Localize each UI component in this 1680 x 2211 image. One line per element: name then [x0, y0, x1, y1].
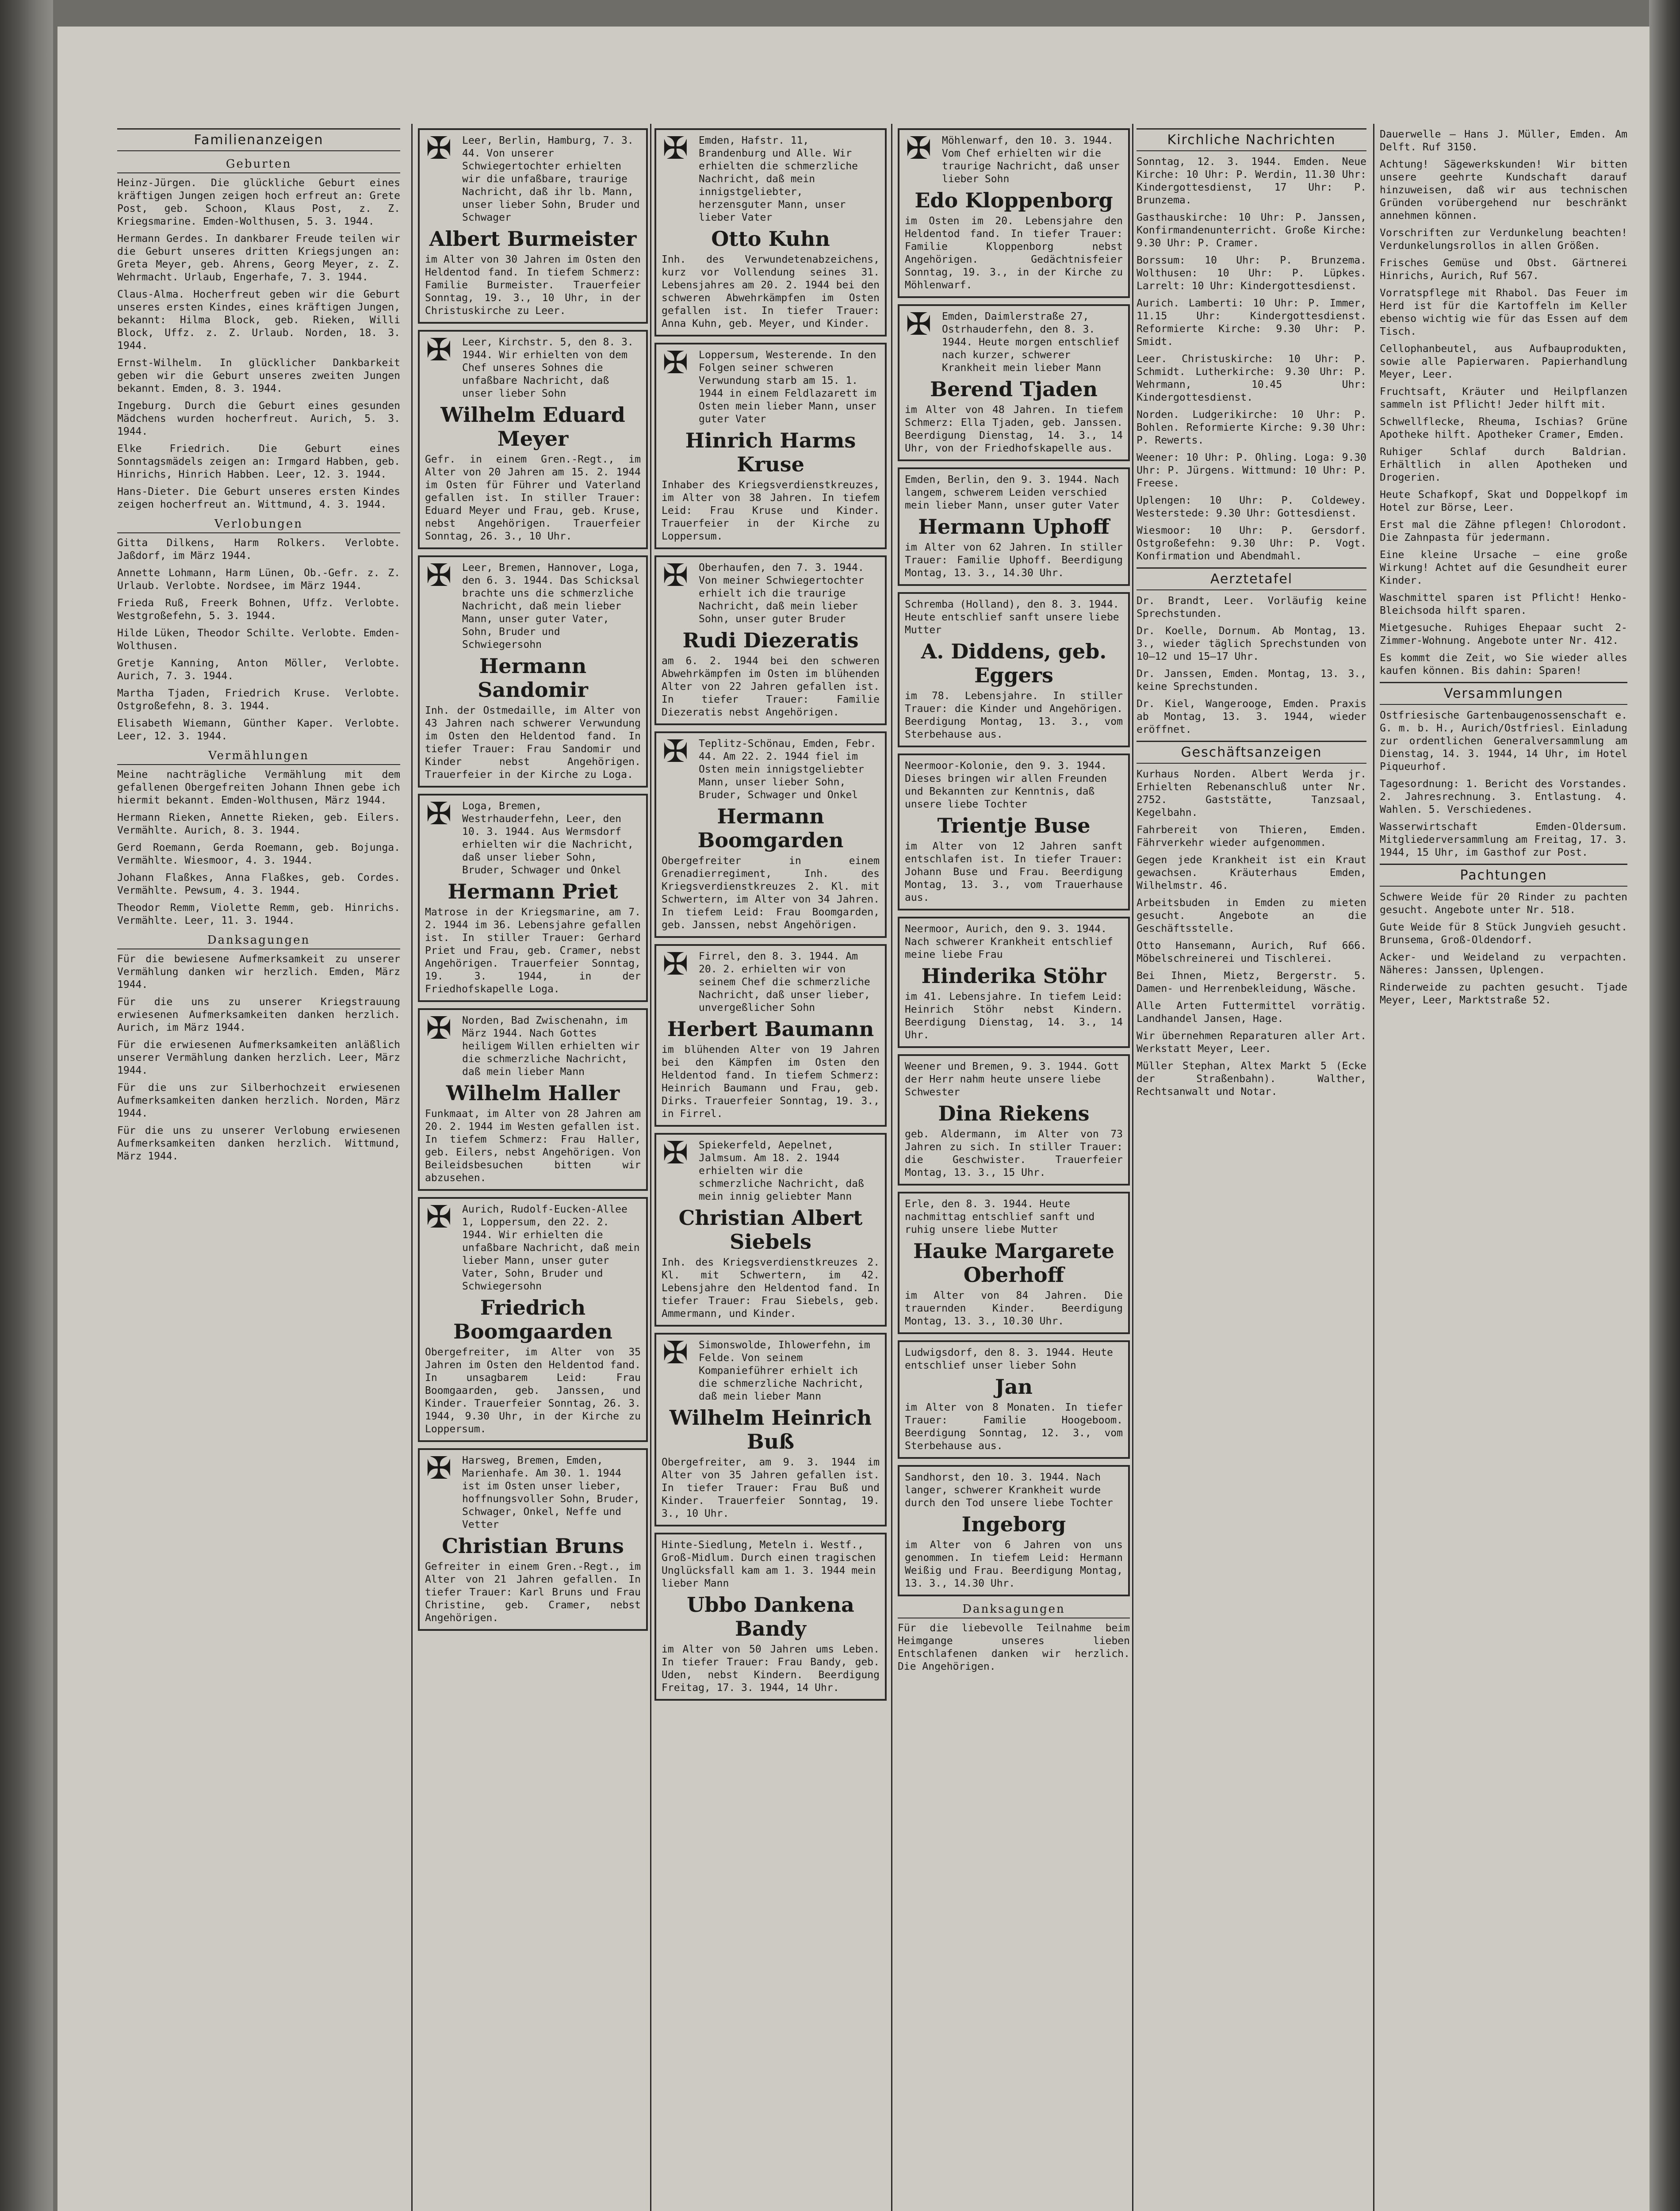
notice-name: Ingeborg — [961, 1512, 1066, 1536]
meeting-notice: Ostfriesische Gartenbaugenossenschaft e. G. m. b. H., Aurich/Ostfriesl. Einladung zur ordentlichen Generalversammlung am Dienstag, 14. 3. 1944, 14 Uhr, im Hotel Piqueurhof. — [1380, 710, 1627, 773]
section-title-aerztetafel: Aerztetafel — [1137, 567, 1366, 590]
birth-notice: Elke Friedrich. Die Geburt eines Sonntagsmädels zeigen an: Irmgard Habben, geb. Hinrichs, Hinrich Habben. Leer, 12. 3. 1944. — [117, 443, 400, 480]
engagement-notice: Hilde Lüken, Theodor Schilte. Verlobte. Emden-Wolthusen. — [117, 627, 400, 652]
thanks-notice: Für die liebevolle Teilnahme beim Heimgange unseres lieben Entschlafenen danken wir herzlich. Die Angehörigen. — [898, 1622, 1130, 1672]
doctor-entry: Dr. Brandt, Leer. Vorläufig keine Sprechstunden. — [1137, 595, 1366, 620]
church-service-entry: Uplengen: 10 Uhr: P. Coldewey. Westerstede: 9.30 Uhr: Gottesdienst. — [1137, 495, 1366, 519]
wedding-notice: Johann Flaßkes, Anna Flaßkes, geb. Cordes. Vermählte. Pewsum, 4. 3. 1944. — [117, 872, 400, 896]
column-death-notices-1 — [418, 128, 648, 2211]
section-title-geburten: Geburten — [117, 157, 400, 173]
classified-ad: Achtung! Sägewerkskunden! Wir bitten unsere geehrte Kundschaft darauf hinzuweisen, daß wir aus technischen Gründen vorübergehend nur beschränkt annehmen können. — [1380, 159, 1627, 222]
wedding-notice: Meine nachträgliche Vermählung mit dem gefallenen Obergefreiten Johann Ihnen gebe ich hiermit bekannt. Emden-Wolthusen, März 1944. — [117, 769, 400, 806]
doctor-entry: Dr. Koelle, Dornum. Ab Montag, 13. 3., wieder täglich Sprechstunden von 10–12 und 15–17 Uhr. — [1137, 625, 1366, 662]
thanks-notice: Für die uns zur Silberhochzeit erwiesenen Aufmerksamkeiten danken herzlich. Norden, März 1944. — [117, 1082, 400, 1119]
birth-notice: Ingeburg. Durch die Geburt eines gesunden Mädchens wurden hocherfreut. Aurich, 5. 3. 1944. — [117, 400, 400, 437]
classified-ad: Erst mal die Zähne pflegen! Chlorodont. Die Zahnpasta für jedermann. — [1380, 519, 1627, 543]
business-ad: Alle Arten Futtermittel vorrätig. Landhandel Jansen, Hage. — [1137, 1000, 1366, 1025]
doctor-entry: Dr. Kiel, Wangerooge, Emden. Praxis ab Montag, 13. 3. 1944, wieder eröffnet. — [1137, 698, 1366, 735]
notice-intro: Sandhorst, den 10. 3. 1944. Nach langer, schwerer Krankheit wurde durch den Tod unsere liebe Tochter — [905, 1472, 1113, 1509]
notice-body: Inh. der Ostmedaille, im Alter von 43 Jahren nach schwerer Verwundung im Osten den Heldentod fand. In tiefer Trauer: Frau Sandomir und Kinder nebst Angehörigen. Trauerfeier in der Kirche zu Loga. — [425, 705, 641, 780]
death-notice — [654, 1533, 887, 1701]
notice-body: Obergefreiter in einem Grenadierregiment, Inh. des Kriegsverdienstkreuzes 2. Kl. mit Schwertern, im Alter von 34 Jahren. In tiefem Leid: Frau Boomgarden, geb. Janssen, nebst Angehörigen. — [662, 855, 880, 931]
classified-ad: Fruchtsaft, Kräuter und Heilpflanzen sammeln ist Pflicht! Jeder hilft mit. — [1380, 386, 1627, 410]
notice-intro: ✠ Leer, Bremen, Hannover, Loga, den 6. 3. 1944. Das Schicksal brachte uns die schmerzliche Nachricht, daß mein lieber Mann, unser guter Vater, Sohn, Bruder und Schwiegersohn — [462, 562, 640, 650]
column-death-notices-2 — [654, 128, 887, 2211]
section-title-kirchliche-nachrichten: Kirchliche Nachrichten — [1137, 128, 1366, 151]
column-rule — [650, 124, 651, 2211]
section-title-geschaeftsanzeigen: Geschäftsanzeigen — [1137, 741, 1366, 764]
scan-shadow-right — [1649, 0, 1680, 2211]
notice-intro: Schremba (Holland), den 8. 3. 1944. Heute entschlief sanft unsere liebe Mutter — [905, 599, 1119, 636]
notice-intro: ✠ Emden, Daimlerstraße 27, Ostrhauderfehn, den 8. 3. 1944. Heute morgen entschlief nach kurzer, schwerer Krankheit mein lieber Mann — [942, 311, 1120, 374]
notice-body: Funkmaat, im Alter von 28 Jahren am 20. 2. 1944 im Westen gefallen ist. In tiefem Schmerz: Frau Haller, geb. Eilers, nebst Angehörigen. Von Beileidsbesuchen bitten wir abzusehen. — [425, 1108, 641, 1184]
notice-body: im Alter von 30 Jahren im Osten den Heldentod fand. In tiefem Schmerz: Familie Burmeister. Trauerfeier Sonntag, 19. 3., 10 Uhr, in der Christuskirche zu Leer. — [425, 254, 641, 317]
birth-notice: Heinz-Jürgen. Die glückliche Geburt eines kräftigen Jungen zeigen hoch erfreut an: Grete Post, geb. Schoon, Klaus Post, z. Z. Kriegsmarine. Emden-Wolthusen, 5. 3. 1944. — [117, 177, 400, 227]
notice-intro: ✠ Loppersum, Westerende. In den Folgen seiner schweren Verwundung starb am 15. 1. 1944 in einem Feldlazarett im Osten mein lieber Mann, unser guter Vater — [699, 349, 876, 425]
notice-body: im 78. Lebensjahre. In stiller Trauer: die Kinder und Angehörigen. Beerdigung Montag, 13. 3., vom Sterbehause aus. — [905, 690, 1123, 740]
section-title-pachtungen: Pachtungen — [1380, 864, 1627, 887]
column-classifieds — [1380, 128, 1627, 2211]
notice-intro: ✠ Norden, Bad Zwischenahn, im März 1944. Nach Gottes heiligem Willen erhielten wir die schmerzliche Nachricht, daß mein lieber Mann — [462, 1015, 640, 1078]
notice-name: Trientje Buse — [937, 814, 1091, 838]
notice-intro: Ludwigsdorf, den 8. 3. 1944. Heute entschlief unser lieber Sohn — [905, 1347, 1113, 1371]
birth-notice: Ernst-Wilhelm. In glücklicher Dankbarkeit geben wir die Geburt unseres zweiten Jungen bekannt. Emden, 8. 3. 1944. — [117, 357, 400, 394]
lease-ad: Rinderweide zu pachten gesucht. Tjade Meyer, Leer, Marktstraße 52. — [1380, 982, 1627, 1006]
church-service-entry: Borssum: 10 Uhr: P. Brunzema. Wolthusen: 10 Uhr: P. Lüpkes. Larrelt: 10 Uhr: Kindergottesdienst. — [1137, 255, 1366, 292]
wedding-notice: Theodor Remm, Violette Remm, geb. Hinrichs. Vermählte. Leer, 11. 3. 1944. — [117, 902, 400, 926]
notice-body: Inh. des Kriegsverdienstkreuzes 2. Kl. mit Schwertern, im 42. Lebensjahre den Heldentod fand. In tiefer Trauer: Frau Siebels, geb. Ammermann, und Kinder. — [662, 1257, 880, 1320]
lease-ad: Acker- und Weideland zu verpachten. Näheres: Janssen, Uplengen. — [1380, 952, 1627, 976]
notice-body: im blühenden Alter von 19 Jahren bei den Kämpfen im Osten den Heldentod fand. In tiefem Schmerz: Heinrich Baumann und Frau, geb. Dirks. Trauerfeier Sonntag, 19. 3., in Firrel. — [662, 1044, 880, 1120]
engagement-notice: Gretje Kanning, Anton Möller, Verlobte. Aurich, 7. 3. 1944. — [117, 658, 400, 682]
classified-ad: Ruhiger Schlaf durch Baldrian. Erhältlich in allen Apotheken und Drogerien. — [1380, 446, 1627, 483]
notice-intro: ✠ Loga, Bremen, Westrhauderfehn, Leer, den 10. 3. 1944. Aus Wermsdorf erhielten wir die Nachricht, daß unser lieber Sohn, Bruder, Schwager und Onkel — [462, 800, 634, 876]
section-header-familienanzeigen: Familienanzeigen — [117, 128, 400, 151]
lease-ad: Schwere Weide für 20 Rinder zu pachten gesucht. Angebote unter Nr. 518. — [1380, 891, 1627, 916]
section-title-danksagungen: Danksagungen — [117, 933, 400, 949]
notice-body: Obergefreiter, am 9. 3. 1944 im Alter von 35 Jahren gefallen ist. In tiefer Trauer: Frau Buß und Kinder. Trauerfeier Sonntag, 19. 3., 10 Uhr. — [662, 1457, 880, 1519]
notice-intro: ✠ Teplitz-Schönau, Emden, Febr. 44. Am 22. 2. 1944 fiel im Osten mein innigstgeliebter Mann, unser lieber Sohn, Bruder, Schwager und Onkel — [699, 738, 876, 801]
section-title-verlobungen: Verlobungen — [117, 517, 400, 533]
death-notice — [654, 343, 887, 549]
classified-ad: Frisches Gemüse und Obst. Gärtnerei Hinrichs, Aurich, Ruf 567. — [1380, 257, 1627, 282]
death-notice — [418, 330, 648, 549]
classified-ad: Cellophanbeutel, aus Aufbauprodukten, sowie alle Papierwaren. Papierhandlung Meyer, Leer. — [1380, 343, 1627, 380]
notice-body: Gefr. in einem Gren.-Regt., im Alter von 20 Jahren am 15. 2. 1944 im Osten für Führer und Vaterland gefallen ist. In stiller Trauer: Eduard Meyer und Frau, geb. Kruse, nebst Angehörigen. Trauerfeier Sonntag, 26. 3., 10 Uhr. — [425, 454, 641, 542]
notice-intro: ✠ Firrel, den 8. 3. 1944. Am 20. 2. erhielten wir von seinem Chef die schmerzliche Nachricht, daß unser lieber, unvergeßlicher Sohn — [699, 951, 870, 1014]
notice-intro: Erle, den 8. 3. 1944. Heute nachmittag entschlief sanft und ruhig unsere liebe Mutter — [905, 1198, 1095, 1236]
notice-intro: ✠ Spiekerfeld, Aepelnet, Jalmsum. Am 18. 2. 1944 erhielten wir die schmerzliche Nachricht, daß mein innig geliebter Mann — [699, 1140, 864, 1202]
birth-notice: Hans-Dieter. Die Geburt unseres ersten Kindes zeigen hocherfreut an. Wittmund, 4. 3. 1944. — [117, 486, 400, 510]
thanks-notice: Für die uns zu unserer Kriegstrauung erwiesenen Aufmerksamkeiten danken herzlich. Aurich, im März 1944. — [117, 996, 400, 1033]
notice-intro: ✠ Möhlenwarf, den 10. 3. 1944. Vom Chef erhielten wir die traurige Nachricht, daß unser lieber Sohn — [942, 135, 1120, 185]
thanks-notice: Für die bewiesene Aufmerksamkeit zu unserer Vermählung danken wir herzlich. Emden, März 1944. — [117, 953, 400, 991]
lease-ad: Gute Weide für 8 Stück Jungvieh gesucht. Brunsema, Groß-Oldendorf. — [1380, 922, 1627, 946]
notice-body: geb. Aldermann, im Alter von 73 Jahren zu sich. In stiller Trauer: die Geschwister. Trauerfeier Montag, 13. 3., 15 Uhr. — [905, 1128, 1123, 1178]
death-notice — [654, 555, 887, 725]
classified-ad: Schwellflecke, Rheuma, Ischias? Grüne Apotheke hilft. Apotheker Cramer, Emden. — [1380, 416, 1627, 440]
classified-ad: Waschmittel sparen ist Pflicht! Henko-Bleichsoda hilft sparen. — [1380, 592, 1627, 616]
death-notice — [418, 1448, 648, 1631]
newspaper-page — [57, 27, 1649, 2211]
column-rule — [1373, 124, 1374, 2211]
business-ad: Kurhaus Norden. Albert Werda jr. Erhielten Rebenanschluß unter Nr. 2752. Gaststätte, Tanzsaal, Kegelbahn. — [1137, 769, 1366, 819]
church-service-entry: Gasthauskirche: 10 Uhr: P. Janssen, Konfirmandenunterricht. Große Kirche: 9.30 Uhr: P. Cramer. — [1137, 212, 1366, 249]
notice-name: A. Diddens, geb. Eggers — [921, 639, 1107, 687]
notice-name: Berend Tjaden — [930, 377, 1098, 401]
column-rule — [891, 124, 892, 2211]
notice-name: Dina Riekens — [938, 1102, 1090, 1125]
wedding-notice: Gerd Roemann, Gerda Roemann, geb. Bojunga. Vermählte. Wiesmoor, 4. 3. 1944. — [117, 842, 400, 866]
business-ad: Bei Ihnen, Mietz, Bergerstr. 5. Damen- und Herrenbekleidung, Wäsche. — [1137, 970, 1366, 995]
notice-name: Hinderika Stöhr — [921, 964, 1106, 988]
notice-body: Inhaber des Kriegsverdienstkreuzes, im Alter von 38 Jahren. In tiefem Leid: Frau Kruse und Kinder. Trauerfeier in der Kirche zu Loppersum. — [662, 479, 880, 542]
notice-body: im Alter von 12 Jahren sanft entschlafen ist. In tiefer Trauer: Johann Buse und Frau. Beerdigung Montag, 13. 3., vom Trauerhause aus. — [905, 841, 1123, 903]
column-family-notices — [117, 128, 400, 2211]
notice-name: Wilhelm Eduard Meyer — [440, 403, 625, 451]
notice-body: im Alter von 8 Monaten. In tiefer Trauer: Familie Hoogeboom. Beerdigung Sonntag, 12. 3., vom Sterbehause aus. — [905, 1402, 1123, 1452]
death-notice — [898, 304, 1130, 461]
column-rule — [411, 124, 413, 2211]
engagement-notice: Gitta Dilkens, Harm Rolkers. Verlobte. Jaßdorf, im März 1944. — [117, 537, 400, 562]
notice-intro: ✠ Leer, Kirchstr. 5, den 8. 3. 1944. Wir erhielten von dem Chef unseres Sohnes die unfaßbare Nachricht, daß unser lieber Sohn — [462, 337, 634, 399]
notice-name: Hermann Uphoff — [918, 515, 1110, 539]
notice-name: Christian Bruns — [442, 1534, 624, 1558]
church-service-entry: Weener: 10 Uhr: P. Ohling. Loga: 9.30 Uhr: P. Jürgens. Wittmund: 10 Uhr: P. Freese. — [1137, 452, 1366, 489]
business-ad: Arbeitsbuden in Emden zu mieten gesucht. Angebote an die Geschäftsstelle. — [1137, 897, 1366, 934]
church-service-entry: Leer. Christuskirche: 10 Uhr: P. Schmidt. Lutherkirche: 9.30 Uhr: P. Wehrmann, 10.45 Uhr: Kindergottesdienst. — [1137, 353, 1366, 403]
notice-body: im Alter von 50 Jahren ums Leben. In tiefer Trauer: Frau Bandy, geb. Uden, nebst Kindern. Beerdigung Freitag, 17. 3. 1944, 14 Uhr. — [662, 1644, 880, 1694]
notice-name: Hinrich Harms Kruse — [685, 428, 856, 476]
notice-name: Wilhelm Haller — [446, 1081, 620, 1105]
meeting-notice: Tagesordnung: 1. Bericht des Vorstandes. 2. Jahresrechnung. 3. Entlastung. 4. Wahlen. 5. Verschiedenes. — [1380, 778, 1627, 815]
notice-body: im Alter von 48 Jahren. In tiefem Schmerz: Ella Tjaden, geb. Janssen. Beerdigung Dienstag, 14. 3., 14 Uhr, von der Friedhofskapelle aus. — [905, 404, 1123, 454]
notice-intro: ✠ Oberhaufen, den 7. 3. 1944. Von meiner Schwiegertochter erhielt ich die traurige Nachricht, daß mein lieber Sohn, unser guter Bruder — [699, 562, 864, 625]
column-death-notices-3 — [898, 128, 1130, 2211]
notice-name: Jan — [995, 1375, 1033, 1399]
column-church-doctors-business — [1137, 128, 1366, 2211]
notice-intro: ✠ Emden, Hafstr. 11, Brandenburg und Alle. Wir erhielten die schmerzliche Nachricht, daß mein innigstgeliebter, herzensguter Mann, unser lieber Vater — [699, 135, 858, 223]
notice-name: Ubbo Dankena Bandy — [687, 1593, 854, 1641]
death-notice — [898, 917, 1130, 1048]
notice-intro: Hinte-Siedlung, Meteln i. Westf., Groß-Midlum. Durch einen tragischen Unglücksfall kam am 1. 3. 1944 mein lieber Mann — [662, 1539, 876, 1589]
engagement-notice: Frieda Ruß, Freerk Bohnen, Uffz. Verlobte. Westgroßefehn, 5. 3. 1944. — [117, 597, 400, 622]
scan-shadow-left — [0, 0, 53, 2211]
classified-ad: Vorratspflege mit Rhabol. Das Feuer im Herd ist für die Kartoffeln im Keller ebenso wichtig wie für das Essen auf dem Tisch. — [1380, 287, 1627, 337]
death-notice — [898, 1054, 1130, 1186]
death-notice — [898, 128, 1130, 298]
notice-body: am 6. 2. 1944 bei den schweren Abwehrkämpfen im Osten im blühenden Alter von 22 Jahren gefallen ist. In tiefer Trauer: Familie Diezeratis nebst Angehörigen. — [662, 655, 880, 718]
notice-intro: Weener und Bremen, 9. 3. 1944. Gott der Herr nahm heute unsere liebe Schwester — [905, 1061, 1119, 1098]
death-notice — [654, 128, 887, 337]
meeting-notice: Wasserwirtschaft Emden-Oldersum. Mitgliederversammlung am Freitag, 17. 3. 1944, 15 Uhr, im Gasthof zur Post. — [1380, 821, 1627, 858]
notice-intro: Neermoor-Kolonie, den 9. 3. 1944. Dieses bringen wir allen Freunden und Bekannten zur Kenntnis, daß unsere liebe Tochter — [905, 760, 1107, 810]
notice-intro: Neermoor, Aurich, den 9. 3. 1944. Nach schwerer Krankheit entschlief meine liebe Frau — [905, 923, 1113, 960]
church-service-entry: Wiesmoor: 10 Uhr: P. Gersdorf. Ostgroßefehn: 9.30 Uhr: P. Vogt. Konfirmation und Abendmahl. — [1137, 525, 1366, 562]
thanks-notice: Für die uns zu unserer Verlobung erwiesenen Aufmerksamkeiten danken herzlich. Wittmund, März 1944. — [117, 1125, 400, 1162]
notice-name: Edo Kloppenborg — [915, 188, 1113, 212]
death-notice — [418, 1197, 648, 1442]
thanks-notice: Für die erwiesenen Aufmerksamkeiten anläßlich unserer Vermählung danken herzlich. Leer, März 1944. — [117, 1039, 400, 1076]
death-notice — [418, 128, 648, 324]
section-title-versammlungen: Versammlungen — [1380, 682, 1627, 705]
death-notice — [898, 467, 1130, 586]
notice-body: im Alter von 62 Jahren. In stiller Trauer: Familie Uphoff. Beerdigung Montag, 13. 3., 14.30 Uhr. — [905, 542, 1123, 579]
birth-notice: Claus-Alma. Hocherfreut geben wir die Geburt unseres ersten Kindes, eines kräftigen Jungen, bekannt: Hilma Block, geb. Rieken, Willi Block, Uffz. z. Z. Urlaub. Norden, 18. 3. 1944. — [117, 289, 400, 352]
death-notice — [898, 1465, 1130, 1596]
notice-body: Obergefreiter, im Alter von 35 Jahren im Osten den Heldentod fand. In unsagbarem Leid: Frau Boomgaarden, geb. Janssen, und Kinder. Trauerfeier Sonntag, 26. 3. 1944, 9.30 Uhr, in der Kirche zu Loppersum. — [425, 1346, 641, 1435]
classified-ad: Mietgesuche. Ruhiges Ehepaar sucht 2-Zimmer-Wohnung. Angebote unter Nr. 412. — [1380, 622, 1627, 646]
death-notice — [418, 1008, 648, 1191]
birth-notice: Hermann Gerdes. In dankbarer Freude teilen wir die Geburt unseres dritten Kriegsjungen an: Greta Meyer, geb. Ahrens, Georg Meyer, z. Z. Wehrmacht. Urlaub, Engerhafe, 7. 3. 1944. — [117, 233, 400, 283]
notice-body: im Alter von 6 Jahren von uns genommen. In tiefem Leid: Hermann Weißig und Frau. Beerdigung Montag, 13. 3., 14.30 Uhr. — [905, 1539, 1123, 1589]
business-ad: Fahrbereit von Thieren, Emden. Fährverkehr wieder aufgenommen. — [1137, 824, 1366, 849]
notice-body: Inh. des Verwundetenabzeichens, kurz vor Vollendung seines 31. Lebensjahres am 20. 2. 1944 bei den schweren Abwehrkämpfen im Osten gefallen ist. In tiefer Trauer: Anna Kuhn, geb. Meyer, und Kinder. — [662, 254, 880, 329]
death-notice — [654, 1133, 887, 1327]
death-notice — [654, 944, 887, 1127]
engagement-notice: Elisabeth Wiemann, Günther Kaper. Verlobte. Leer, 12. 3. 1944. — [117, 718, 400, 742]
classified-ad: Es kommt die Zeit, wo Sie wieder alles kaufen können. Bis dahin: Sparen! — [1380, 652, 1627, 677]
business-ad: Wir übernehmen Reparaturen aller Art. Werkstatt Meyer, Leer. — [1137, 1030, 1366, 1055]
section-title-vermaehlungen: Vermählungen — [117, 749, 400, 765]
business-ad: Müller Stephan, Altex Markt 5 (Ecke der Straßenbahn). Walther, Rechtsanwalt und Notar. — [1137, 1060, 1366, 1098]
engagement-notice: Martha Tjaden, Friedrich Kruse. Verlobte. Ostgroßefehn, 8. 3. 1944. — [117, 688, 400, 712]
notice-name: Friedrich Boomgaarden — [453, 1296, 612, 1343]
notice-name: Rudi Diezeratis — [682, 628, 859, 652]
notice-intro: ✠ Aurich, Rudolf-Eucken-Allee 1, Loppersum, den 22. 2. 1944. Wir erhielten die unfaßbare Nachricht, daß mein lieber Mann, unser guter Vater, Sohn, Bruder und Schwiegersohn — [462, 1204, 640, 1292]
classified-ad: Eine kleine Ursache — eine große Wirkung! Achtet auf die Gesundheit eurer Kinder. — [1380, 549, 1627, 586]
notice-body: Matrose in der Kriegsmarine, am 7. 2. 1944 im 36. Lebensjahre gefallen ist. In stiller Trauer: Gerhard Priet und Frau, geb. Cramer, nebst Angehörigen. Trauerfeier Sonntag, 19. 3. 1944, in der Friedhofskapelle Loga. — [425, 907, 641, 995]
engagement-notice: Annette Lohmann, Harm Lünen, Ob.-Gefr. z. Z. Urlaub. Verlobte. Nordsee, im März 1944. — [117, 567, 400, 592]
notice-intro: Emden, Berlin, den 9. 3. 1944. Nach langem, schwerem Leiden verschied mein lieber Mann, unser guter Vater — [905, 474, 1119, 511]
notice-name: Christian Albert Siebels — [678, 1206, 863, 1254]
notice-name: Hauke Margarete Oberhoff — [913, 1239, 1114, 1287]
column-rule — [1132, 124, 1133, 2211]
notice-body: Gefreiter in einem Gren.-Regt., im Alter von 21 Jahren gefallen. In tiefer Trauer: Karl Bruns und Frau Christine, geb. Cramer, nebst Angehörigen. — [425, 1561, 641, 1624]
notice-body: im 41. Lebensjahre. In tiefem Leid: Heinrich Stöhr nebst Kindern. Beerdigung Dienstag, 14. 3., 14 Uhr. — [905, 991, 1123, 1041]
notice-body: im Osten im 20. Lebensjahre den Heldentod fand. In tiefer Trauer: Familie Kloppenborg nebst Angehörigen. Gedächtnisfeier Sonntag, 19. 3., in der Kirche zu Möhlenwarf. — [905, 215, 1123, 291]
church-service-entry: Norden. Ludgerikirche: 10 Uhr: P. Bohlen. Reformierte Kirche: 9.30 Uhr: P. Rewerts. — [1137, 409, 1366, 446]
notice-intro: ✠ Simonswolde, Ihlowerfehn, im Felde. Von seinem Kompanieführer erhielt ich die schmerzliche Nachricht, daß mein lieber Mann — [699, 1339, 870, 1402]
notice-body: im Alter von 84 Jahren. Die trauernden Kinder. Beerdigung Montag, 13. 3., 10.30 Uhr. — [905, 1290, 1123, 1327]
notice-name: Otto Kuhn — [711, 227, 830, 251]
classified-ad: Heute Schafkopf, Skat und Doppelkopf im Hotel zur Börse, Leer. — [1380, 489, 1627, 513]
death-notice — [898, 592, 1130, 747]
death-notice — [898, 1192, 1130, 1334]
classified-ad: Vorschriften zur Verdunkelung beachten! Verdunkelungsrollos in allen Größen. — [1380, 227, 1627, 252]
notice-intro: ✠ Harsweg, Bremen, Emden, Marienhafe. Am 30. 1. 1944 ist im Osten unser lieber, hoffnungsvoller Sohn, Bruder, Schwager, Onkel, Neffe und Vetter — [462, 1455, 640, 1530]
death-notice — [418, 794, 648, 1002]
notice-intro: ✠ Leer, Berlin, Hamburg, 7. 3. 44. Von unserer Schwiegertochter erhielten wir die unfaßbare, traurige Nachricht, daß ihr lb. Mann, unser lieber Sohn, Bruder und Schwager — [462, 135, 640, 223]
doctor-entry: Dr. Janssen, Emden. Montag, 13. 3., keine Sprechstunden. — [1137, 668, 1366, 692]
notice-name: Hermann Boomgarden — [697, 804, 844, 852]
death-notice — [654, 1333, 887, 1526]
death-notice — [418, 555, 648, 788]
notice-name: Wilhelm Heinrich Buß — [669, 1406, 872, 1454]
notice-name: Hermann Priet — [448, 880, 618, 903]
wedding-notice: Hermann Rieken, Annette Rieken, geb. Eilers. Vermählte. Aurich, 8. 3. 1944. — [117, 812, 400, 836]
notice-name: Herbert Baumann — [667, 1017, 874, 1041]
classified-ad: Dauerwelle — Hans J. Müller, Emden. Am Delft. Ruf 3150. — [1380, 129, 1627, 153]
business-ad: Gegen jede Krankheit ist ein Kraut gewachsen. Kräuterhaus Emden, Wilhelmstr. 46. — [1137, 854, 1366, 891]
death-notice — [898, 1340, 1130, 1459]
notice-name: Hermann Sandomir — [478, 654, 588, 702]
death-notice — [898, 754, 1130, 910]
death-notice — [654, 731, 887, 938]
section-title-danksagungen: Danksagungen — [898, 1603, 1130, 1618]
business-ad: Otto Hansemann, Aurich, Ruf 666. Möbelschreinerei und Tischlerei. — [1137, 940, 1366, 964]
church-service-entry: Sonntag, 12. 3. 1944. Emden. Neue Kirche: 10 Uhr: P. Werdin, 11.30 Uhr: Kindergottesdienst, 17 Uhr: P. Brunzema. — [1137, 156, 1366, 206]
notice-name: Albert Burmeister — [429, 227, 637, 251]
church-service-entry: Aurich. Lamberti: 10 Uhr: P. Immer, 11.15 Uhr: Kindergottesdienst. Reformierte Kirche: 9.30 Uhr: P. Smidt. — [1137, 298, 1366, 348]
